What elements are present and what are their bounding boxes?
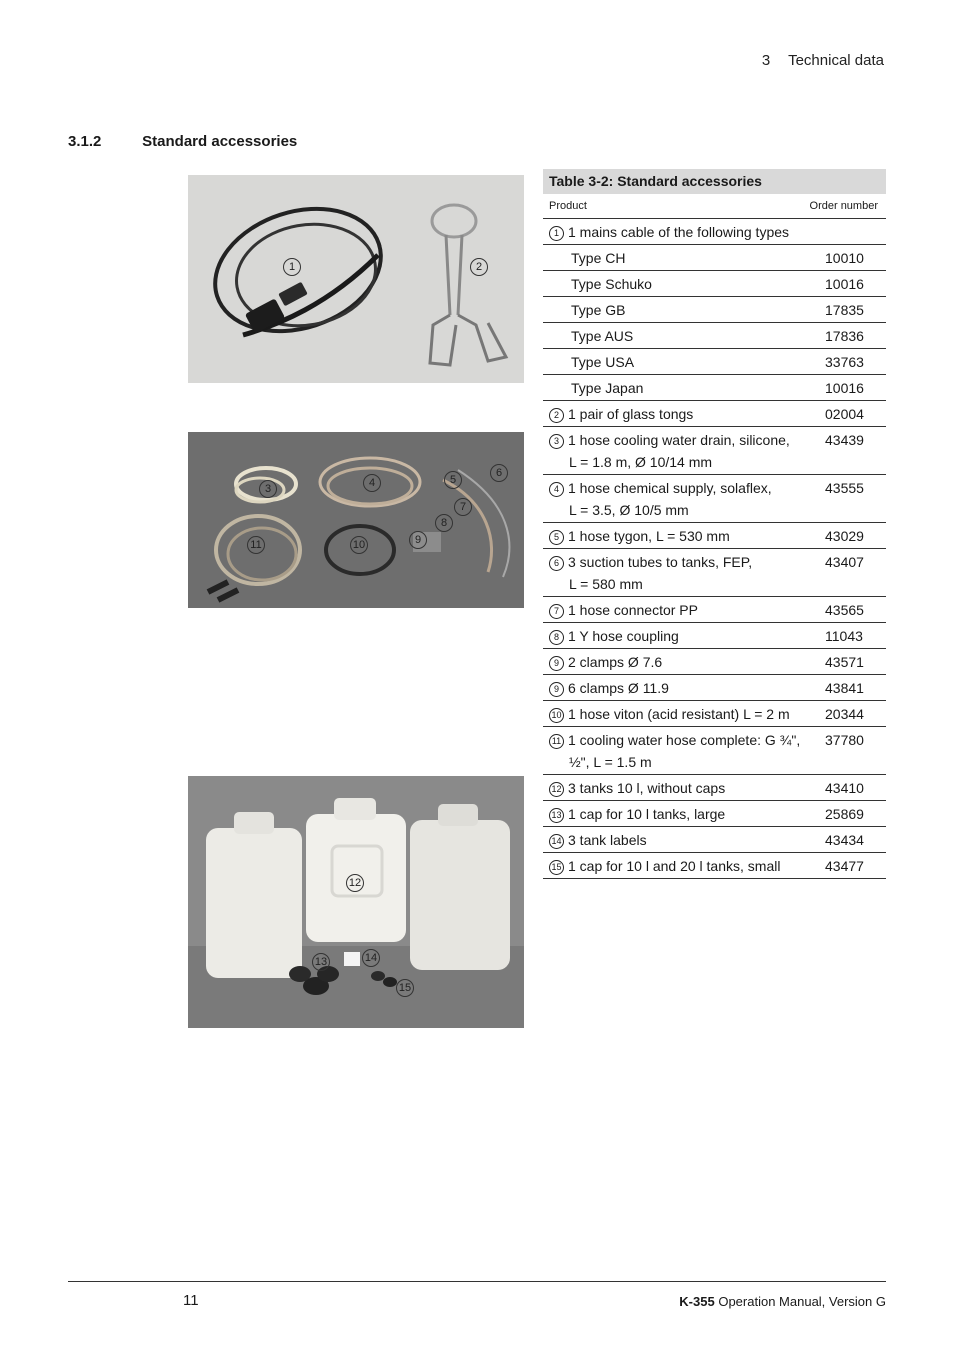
product-cell <box>543 377 825 399</box>
table-row <box>543 523 886 549</box>
item-marker: 8 <box>549 630 564 645</box>
footer-rule <box>68 1281 886 1282</box>
item-marker: 11 <box>549 734 564 749</box>
product-name: 1 mains cable of the following types <box>568 224 790 240</box>
product-name: Type AUS <box>571 328 634 344</box>
product-name: 3 suction tubes to tanks, FEP, <box>568 554 753 570</box>
item-marker: 10 <box>549 708 564 723</box>
product-name: 1 hose chemical supply, solaflex, <box>568 480 772 496</box>
order-number-cell: 33763 <box>825 354 864 370</box>
order-number-cell: 10010 <box>825 250 864 266</box>
order-number-cell: 43439 <box>825 432 864 448</box>
table-row <box>543 323 886 349</box>
product-cell <box>543 351 825 373</box>
product-name: 1 pair of glass tongs <box>568 406 694 422</box>
product-name: 1 cap for 10 l and 20 l tanks, small <box>568 858 781 874</box>
photo-cable-tongs-drawing <box>188 175 524 383</box>
photo-cable-tongs <box>188 175 524 383</box>
callout-8: 8 <box>435 514 453 532</box>
table-header-row <box>543 194 886 219</box>
table-row <box>543 623 886 649</box>
item-marker: 3 <box>549 434 564 449</box>
product-name: Type CH <box>571 250 626 266</box>
product-cell <box>543 677 825 699</box>
product-cell <box>543 221 825 243</box>
footer-product: K-355 <box>679 1294 715 1309</box>
order-number-cell: 43571 <box>825 654 864 670</box>
chapter-title: Technical data <box>788 52 884 69</box>
product-name: 1 hose connector PP <box>568 602 698 618</box>
callout-12: 12 <box>346 874 364 892</box>
order-number-cell: 43410 <box>825 780 864 796</box>
table-row <box>543 427 886 475</box>
table-row <box>543 801 886 827</box>
product-cell <box>543 803 825 825</box>
callout-11: 11 <box>247 536 265 554</box>
order-number-cell: 43029 <box>825 528 864 544</box>
order-number-cell: 43555 <box>825 480 864 496</box>
footer-manual: Operation Manual, Version G <box>718 1294 886 1309</box>
table-row <box>543 475 886 523</box>
page-number: 11 <box>183 1292 199 1309</box>
product-cell <box>543 477 825 521</box>
order-number-cell: 25869 <box>825 806 864 822</box>
product-cell <box>543 551 825 595</box>
order-number-cell <box>825 221 886 243</box>
item-marker: 6 <box>549 556 564 571</box>
table-row <box>543 597 886 623</box>
order-number-cell: 17836 <box>825 328 864 344</box>
table-row <box>543 375 886 401</box>
product-cell <box>543 299 825 321</box>
product-name: 1 Y hose coupling <box>568 628 679 644</box>
table-row <box>543 271 886 297</box>
section-heading <box>68 133 297 150</box>
section-title: Standard accessories <box>142 133 298 150</box>
product-name-continued: ½", L = 1.5 m <box>569 754 652 770</box>
product-name: Type USA <box>571 354 635 370</box>
product-cell <box>543 729 825 773</box>
product-name: Type Schuko <box>571 276 652 292</box>
item-marker: 13 <box>549 808 564 823</box>
photo-tanks-drawing <box>188 776 524 1028</box>
table-row <box>543 549 886 597</box>
product-cell <box>543 273 825 295</box>
item-marker: 9 <box>549 682 564 697</box>
product-cell <box>543 855 825 877</box>
item-marker: 14 <box>549 834 564 849</box>
product-name: 2 clamps Ø 7.6 <box>568 654 663 670</box>
callout-2: 2 <box>470 258 488 276</box>
order-number-cell: 17835 <box>825 302 864 318</box>
product-name-continued: L = 1.8 m, Ø 10/14 mm <box>569 454 713 470</box>
item-marker: 12 <box>549 782 564 797</box>
item-marker: 2 <box>549 408 564 423</box>
item-marker: 15 <box>549 860 564 875</box>
item-marker: 7 <box>549 604 564 619</box>
product-name: 1 hose cooling water drain, silicone, <box>568 432 790 448</box>
order-number-cell: 20344 <box>825 706 864 722</box>
table-row <box>543 349 886 375</box>
product-name: 3 tanks 10 l, without caps <box>568 780 726 796</box>
item-marker: 9 <box>549 656 564 671</box>
callout-5: 5 <box>444 471 462 489</box>
item-marker: 1 <box>549 226 564 241</box>
order-number-cell: 10016 <box>825 276 864 292</box>
table-row <box>543 775 886 801</box>
product-cell <box>543 599 825 621</box>
table-row <box>543 701 886 727</box>
table-row <box>543 401 886 427</box>
product-name: 1 hose viton (acid resistant) L = 2 m <box>568 706 790 722</box>
footer-manual-title <box>679 1294 886 1309</box>
product-cell <box>543 651 825 673</box>
accessories-table <box>543 169 886 879</box>
order-number-cell: 43407 <box>825 554 864 570</box>
callout-7: 7 <box>454 498 472 516</box>
table-body <box>543 219 886 879</box>
callout-14: 14 <box>362 949 380 967</box>
column-header-order-number: Order number <box>809 200 878 212</box>
product-cell <box>543 403 825 425</box>
product-name: 6 clamps Ø 11.9 <box>568 680 669 696</box>
table-row <box>543 219 886 245</box>
table-row <box>543 649 886 675</box>
order-number-cell: 43477 <box>825 858 864 874</box>
order-number-cell: 37780 <box>825 732 864 748</box>
product-cell <box>543 525 825 547</box>
product-cell <box>543 703 825 725</box>
product-name-continued: L = 3.5, Ø 10/5 mm <box>569 502 689 518</box>
callout-13: 13 <box>312 953 330 971</box>
product-name: 1 hose tygon, L = 530 mm <box>568 528 730 544</box>
photo-hoses <box>188 432 524 608</box>
product-name: 1 cooling water hose complete: G ¾", <box>568 732 801 748</box>
callout-15: 15 <box>396 979 414 997</box>
item-marker: 4 <box>549 482 564 497</box>
order-number-cell: 43565 <box>825 602 864 618</box>
item-marker: 5 <box>549 530 564 545</box>
product-name-continued: L = 580 mm <box>569 576 643 592</box>
chapter-number: 3 <box>761 52 771 69</box>
table-row <box>543 297 886 323</box>
callout-10: 10 <box>350 536 368 554</box>
table-row <box>543 827 886 853</box>
table-row <box>543 853 886 879</box>
callout-4: 4 <box>363 474 381 492</box>
product-cell <box>543 325 825 347</box>
callout-1: 1 <box>283 258 301 276</box>
table-row <box>543 675 886 701</box>
column-header-product: Product <box>549 200 587 212</box>
photo-tanks <box>188 776 524 1028</box>
callout-6: 6 <box>490 464 508 482</box>
product-cell <box>543 429 825 473</box>
product-name: Type Japan <box>571 380 644 396</box>
table-caption: Table 3-2: Standard accessories <box>543 169 886 194</box>
product-name: 3 tank labels <box>568 832 647 848</box>
callout-9: 9 <box>409 531 427 549</box>
callout-3: 3 <box>259 480 277 498</box>
product-name: Type GB <box>571 302 626 318</box>
table-row <box>543 727 886 775</box>
table-row <box>543 245 886 271</box>
product-cell <box>543 777 825 799</box>
order-number-cell: 10016 <box>825 380 864 396</box>
product-name: 1 cap for 10 l tanks, large <box>568 806 726 822</box>
product-cell <box>543 247 825 269</box>
order-number-cell: 43841 <box>825 680 864 696</box>
product-cell <box>543 829 825 851</box>
product-cell <box>543 625 825 647</box>
order-number-cell: 43434 <box>825 832 864 848</box>
order-number-cell: 02004 <box>825 406 864 422</box>
running-header <box>762 52 884 69</box>
order-number-cell: 11043 <box>825 628 863 644</box>
photo-hoses-drawing <box>188 432 524 608</box>
section-number: 3.1.2 <box>68 133 102 150</box>
